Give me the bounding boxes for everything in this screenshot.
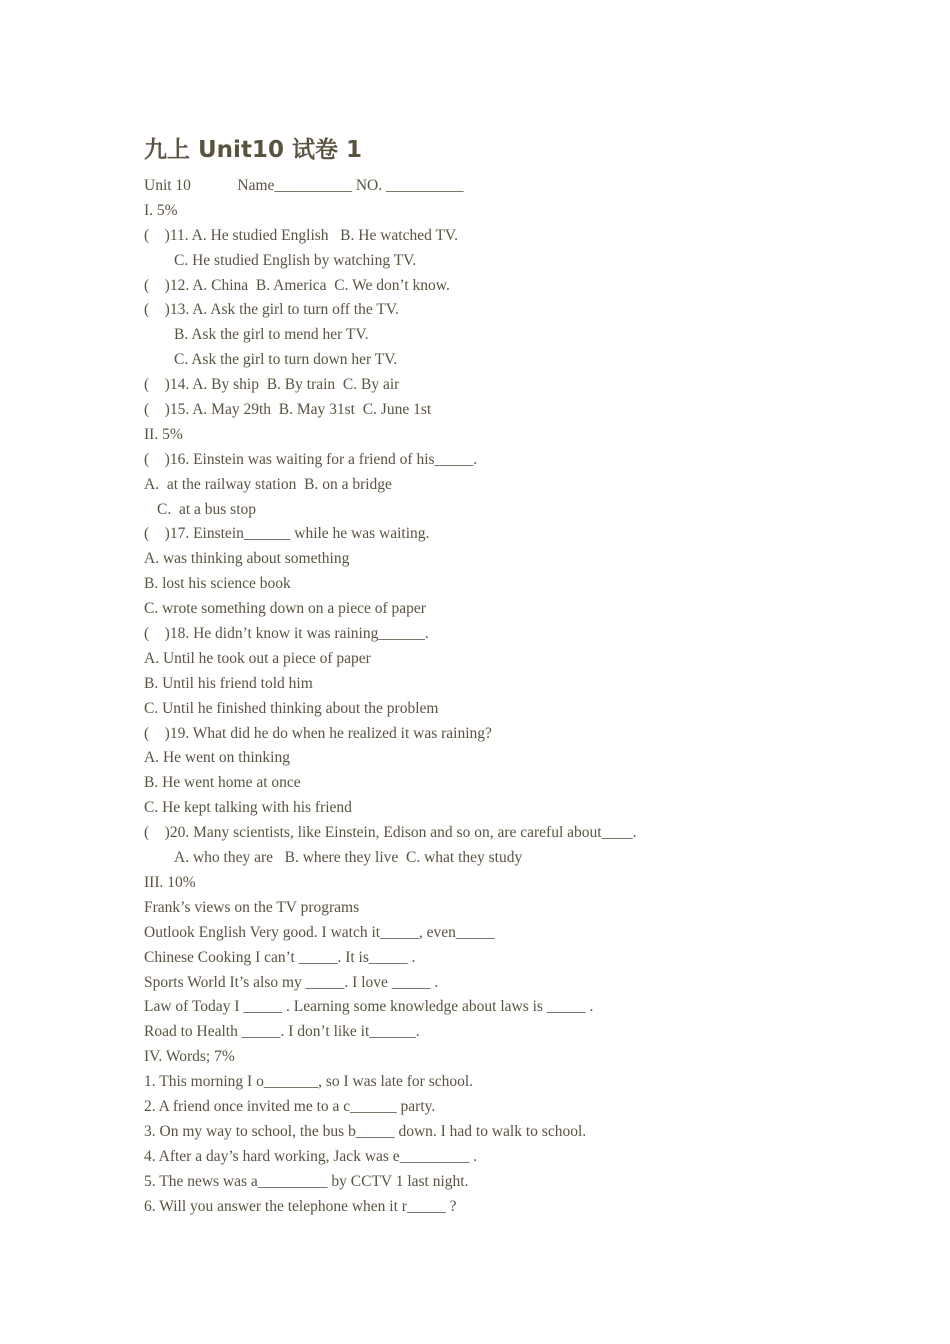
text-line: ( )18. He didn’t know it was raining______. xyxy=(144,625,429,643)
text-line: B. lost his science book xyxy=(144,575,291,593)
text-line: 5. The news was a_________ by CCTV 1 last night. xyxy=(144,1172,469,1190)
text-line: Outlook English Very good. I watch it_____, even_____ xyxy=(144,923,495,941)
text-line: ( )14. A. By ship B. By train C. By air xyxy=(144,376,400,394)
text-line: A. Until he took out a piece of paper xyxy=(144,649,371,667)
document-title: 九上 Unit10 试卷 1 xyxy=(144,137,362,163)
text-line: ( )19. What did he do when he realized it was raining? xyxy=(144,724,492,742)
text-line: Road to Health _____. I don’t like it______. xyxy=(144,1023,420,1041)
text-line: Sports World It’s also my _____. I love _____ . xyxy=(144,973,439,991)
document-page xyxy=(144,130,864,1219)
text-line: ( )17. Einstein______ while he was waiting. xyxy=(144,525,430,543)
text-line: III. 10% xyxy=(144,873,196,891)
text-line: C. Ask the girl to turn down her TV. xyxy=(174,351,398,369)
text-line: II. 5% xyxy=(144,425,183,443)
text-line: C. He kept talking with his friend xyxy=(144,799,352,817)
text-line: Law of Today I _____ . Learning some knowledge about laws is _____ . xyxy=(144,998,594,1016)
text-line: A. at the railway station B. on a bridge xyxy=(144,475,392,493)
text-line: ( )16. Einstein was waiting for a friend of his_____. xyxy=(144,450,478,468)
text-line: 2. A friend once invited me to a c______ party. xyxy=(144,1097,436,1115)
text-line: A. He went on thinking xyxy=(144,749,290,767)
text-line: ( )15. A. May 29th B. May 31st C. June 1st xyxy=(144,401,432,419)
text-line: 1. This morning I o_______, so I was late for school. xyxy=(144,1073,474,1091)
text-line: ( )20. Many scientists, like Einstein, Edison and so on, are careful about____. xyxy=(144,824,637,842)
document-body xyxy=(144,174,864,1219)
text-line: 3. On my way to school, the bus b_____ down. I had to walk to school. xyxy=(144,1122,587,1140)
text-line: Chinese Cooking I can’t _____. It is_____ . xyxy=(144,948,416,966)
text-line: C. at a bus stop xyxy=(157,500,257,518)
text-line: C. wrote something down on a piece of paper xyxy=(144,600,426,618)
text-line: ( )11. A. He studied English B. He watched TV. xyxy=(144,226,458,244)
text-line: Frank’s views on the TV programs xyxy=(144,898,360,916)
text-line: A. was thinking about something xyxy=(144,550,350,568)
text-line: C. He studied English by watching TV. xyxy=(174,251,417,269)
text-line: 6. Will you answer the telephone when it r_____ ? xyxy=(144,1197,457,1215)
text-line: 4. After a day’s hard working, Jack was e_________ . xyxy=(144,1147,478,1165)
text-line: A. who they are B. where they live C. what they study xyxy=(174,849,523,867)
text-line: ( )12. A. China B. America C. We don’t know. xyxy=(144,276,450,294)
text-line: B. Ask the girl to mend her TV. xyxy=(174,326,369,344)
text-line: IV. Words; 7% xyxy=(144,1048,235,1066)
text-line: B. Until his friend told him xyxy=(144,674,313,692)
text-line: I. 5% xyxy=(144,201,178,219)
text-line: B. He went home at once xyxy=(144,774,301,792)
text-line: ( )13. A. Ask the girl to turn off the TV. xyxy=(144,301,399,319)
text-line: C. Until he finished thinking about the problem xyxy=(144,699,439,717)
text-line: Unit 10 Name__________ NO. __________ xyxy=(144,177,464,194)
